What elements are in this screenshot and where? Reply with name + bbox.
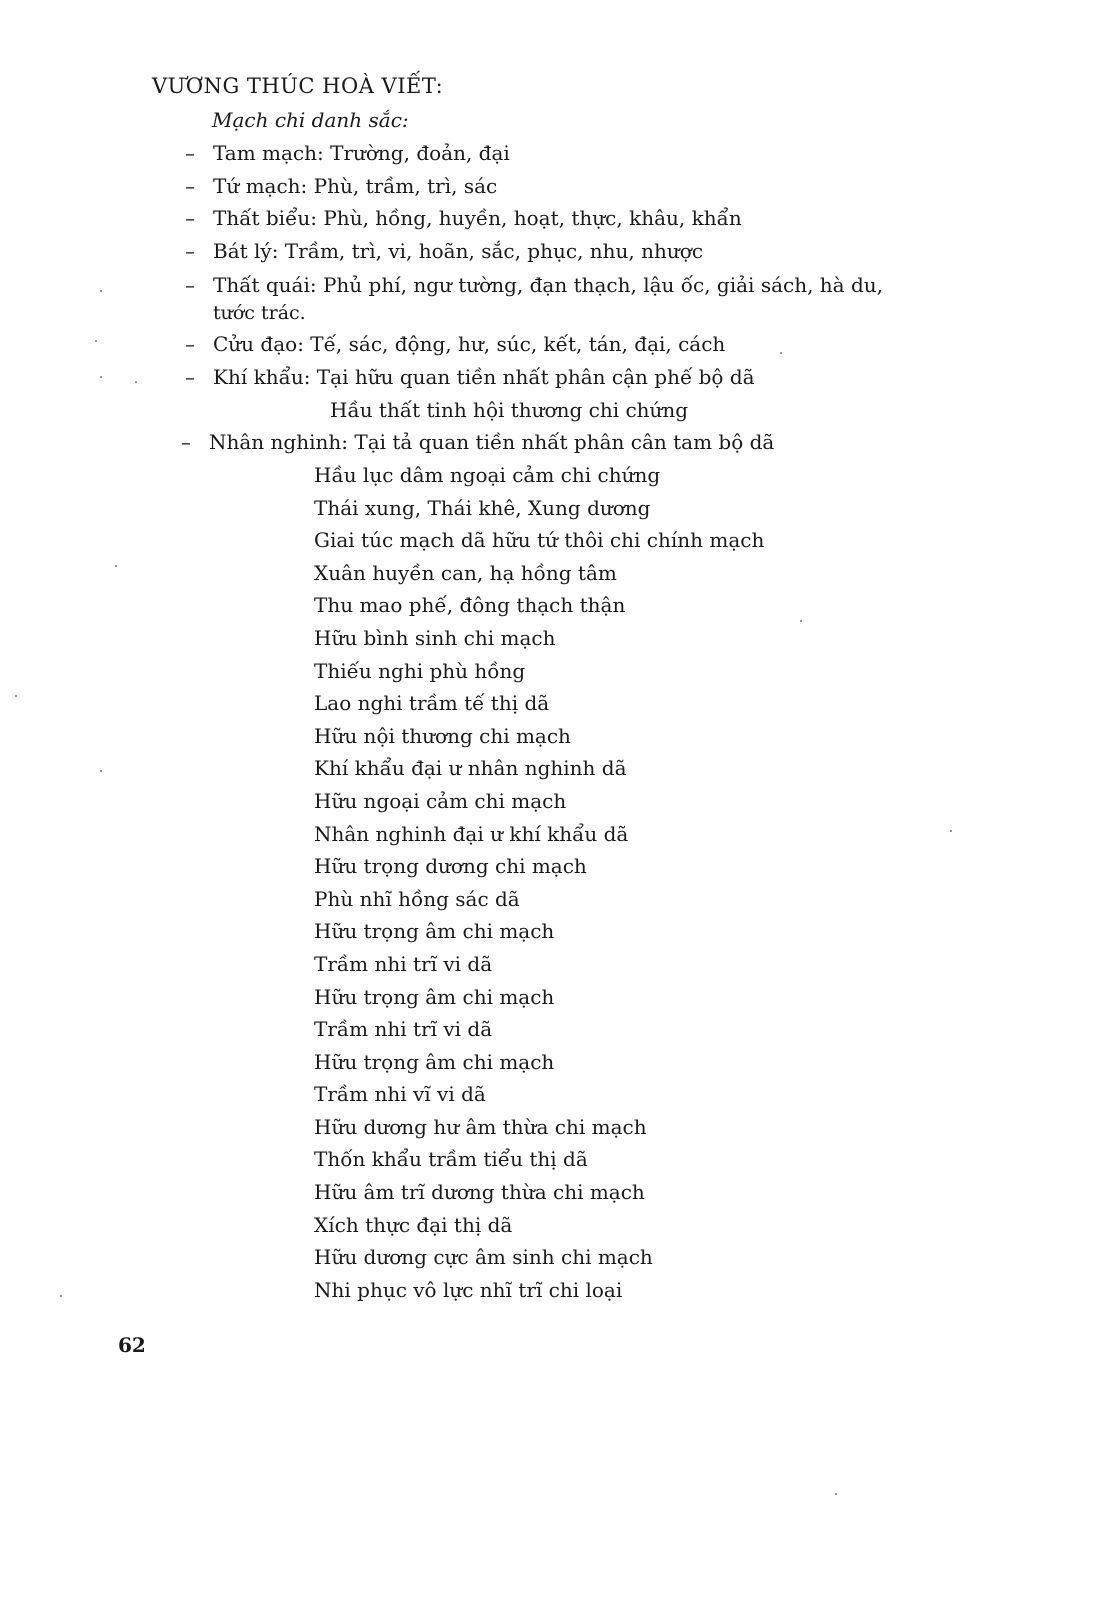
dash-marker: – <box>185 174 195 198</box>
scan-speck <box>800 620 802 622</box>
verse-block <box>314 459 764 1306</box>
verse-line: Xích thực đại thị dã <box>314 1212 513 1237</box>
verse-line: Thu mao phế, đông thạch thận <box>314 593 626 618</box>
list-item <box>185 239 704 263</box>
verse-line: Hữu âm trĩ dương thừa chi mạch <box>314 1180 645 1205</box>
verse-line: Thốn khẩu trầm tiểu thị dã <box>314 1147 588 1172</box>
verse-line: Hữu dương hư âm thừa chi mạch <box>314 1114 647 1139</box>
dash-marker: – <box>185 239 195 263</box>
list-item-text: Thất quái: Phủ phí, ngư tường, đạn thạch, lậu ốc, giải sách, hà du, <box>213 273 883 297</box>
verse-line: Hữu trọng âm chi mạch <box>314 1049 555 1074</box>
dash-marker: – <box>181 430 191 454</box>
scan-speck <box>835 1493 837 1495</box>
dash-marker: – <box>185 206 195 230</box>
verse-line: Nhi phục vô lực nhĩ trĩ chi loại <box>314 1277 623 1302</box>
scan-speck <box>95 340 97 342</box>
verse-line: Trầm nhi trĩ vi dã <box>314 951 493 976</box>
section-heading: VƯƠNG THÚC HOÀ VIẾT: <box>152 74 444 98</box>
scan-speck <box>950 830 952 832</box>
scan-speck <box>780 352 782 354</box>
list-item <box>185 365 755 389</box>
dash-marker: – <box>185 141 195 165</box>
list-item <box>185 141 510 165</box>
verse-line: Lao nghi trầm tế thị dã <box>314 691 550 716</box>
list-item-text: Tứ mạch: Phù, trầm, trì, sác <box>213 174 498 198</box>
verse-line: Hữu trọng âm chi mạch <box>314 984 555 1009</box>
verse-line: Trầm nhi vĩ vi dã <box>314 1082 486 1107</box>
verse-line: Hữu bình sinh chi mạch <box>314 625 556 650</box>
page-number: 62 <box>118 1333 146 1357</box>
list-item-text: Thất biểu: Phù, hồng, huyền, hoạt, thực, khâu, khẩn <box>213 206 742 230</box>
verse-line: Thiếu nghi phù hồng <box>314 658 526 683</box>
scan-speck <box>15 695 17 697</box>
list-item <box>185 206 742 230</box>
verse-line: Hữu trọng dương chi mạch <box>314 854 587 879</box>
verse-line: Giai túc mạch dã hữu tứ thôi chi chính mạch <box>314 528 765 553</box>
list-item-text: Nhân nghinh: Tại tả quan tiền nhất phân cân tam bộ dã <box>209 430 775 454</box>
verse-line: Hữu dương cực âm sinh chi mạch <box>314 1245 653 1270</box>
list-item <box>185 332 726 356</box>
verse-line: Hầu lục dâm ngoại cảm chi chứng <box>314 463 661 487</box>
list-item-text: Cửu đạo: Tế, sác, động, hư, súc, kết, tán, đại, cách <box>213 332 726 356</box>
verse-line: Trầm nhi trĩ vi dã <box>314 1017 493 1042</box>
scan-speck <box>60 1295 62 1297</box>
dash-marker: – <box>185 365 195 389</box>
verse-line: Hữu ngoại cảm chi mạch <box>314 788 567 813</box>
scan-speck <box>135 381 137 383</box>
list-item-text: Bát lý: Trầm, trì, vi, hoãn, sắc, phục, nhu, nhược <box>213 239 704 263</box>
scan-speck <box>115 565 117 567</box>
scan-speck <box>100 290 102 292</box>
scan-speck <box>100 770 102 772</box>
list-item <box>185 174 498 198</box>
list-item <box>185 273 883 297</box>
verse-line: Thái xung, Thái khê, Xung dương <box>314 495 651 520</box>
verse-line: Khí khẩu đại ư nhân nghinh dã <box>314 756 627 781</box>
list-item <box>181 430 775 454</box>
list-item-text: Khí khẩu: Tại hữu quan tiền nhất phân cận phế bộ dã <box>213 365 755 389</box>
dash-marker: – <box>185 332 195 356</box>
verse-line: Hữu nội thương chi mạch <box>314 723 571 748</box>
scan-speck <box>100 376 102 378</box>
verse-line: Nhân nghinh đại ư khí khẩu dã <box>314 821 629 846</box>
verse-line: Hữu trọng âm chi mạch <box>314 919 555 944</box>
dash-marker: – <box>185 273 195 297</box>
verse-line: Phù nhĩ hồng sác dã <box>314 886 520 911</box>
list-item-text: Tam mạch: Trường, đoản, đại <box>213 141 510 165</box>
subheading: Mạch chi danh sắc: <box>212 108 409 132</box>
list-item-continuation: tước trác. <box>213 302 306 324</box>
list-item-continuation: Hầu thất tinh hội thương chi chứng <box>330 398 689 422</box>
verse-line: Xuân huyền can, hạ hồng tâm <box>314 560 617 585</box>
